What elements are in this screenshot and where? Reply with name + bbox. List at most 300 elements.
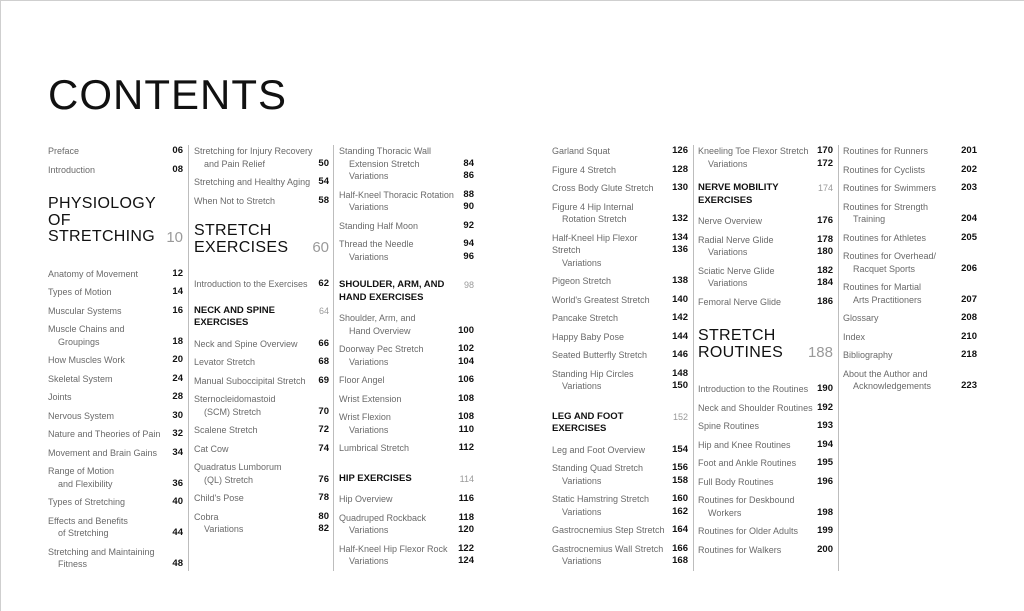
- entry-title: [339, 493, 397, 506]
- entry-title-line: Routines for Martial: [843, 282, 922, 292]
- section-heading: [698, 328, 833, 361]
- toc-entry: [339, 374, 474, 387]
- entry-page: [318, 443, 329, 456]
- page-number-2: 90: [463, 201, 474, 212]
- toc-entry: [339, 312, 474, 337]
- toc-column-3: [339, 145, 474, 574]
- entry-title-line-2: Variations: [562, 381, 602, 391]
- page-number-2: 158: [672, 474, 688, 486]
- entry-page: [961, 331, 977, 344]
- entry-title-line: Foot and Ankle Routines: [698, 458, 797, 468]
- entry-page: [672, 524, 688, 537]
- toc-entry: [552, 368, 688, 393]
- entry-title: [48, 515, 132, 540]
- entry-title: [48, 447, 161, 460]
- entry-title-line: Skeletal System: [48, 373, 113, 384]
- entry-page: [961, 232, 977, 245]
- entry-title: [194, 356, 259, 369]
- page-number: 138: [672, 275, 688, 286]
- subsection-heading: [194, 305, 329, 330]
- entry-title-line: Pancake Stretch: [552, 313, 619, 323]
- entry-page: [318, 278, 329, 291]
- entry-title: [194, 375, 310, 388]
- entry-title-line: Effects and Benefits: [48, 515, 128, 526]
- entry-page: [817, 383, 833, 396]
- column-divider: [188, 145, 189, 571]
- page-number: 200: [817, 543, 833, 555]
- entry-title-line: Neck and Shoulder Routines: [698, 402, 813, 413]
- entry-title-line: Shoulder, Arm, and: [339, 313, 416, 323]
- page-number-2: 86: [463, 170, 474, 181]
- entry-title: [843, 312, 883, 325]
- entry-page: [458, 343, 474, 368]
- page-number-2: 150: [672, 380, 688, 391]
- toc-entry: [843, 250, 977, 275]
- entry-title-line: Stretching for Injury Recovery: [194, 146, 313, 156]
- page-number: 108: [458, 392, 474, 404]
- toc-column-4: [552, 145, 688, 574]
- entry-title-line-2: Variations: [562, 506, 602, 517]
- toc-entry: [843, 368, 977, 393]
- entry-title: [843, 145, 932, 158]
- toc-entry: [194, 278, 329, 291]
- page-number: 122: [458, 542, 474, 554]
- entry-title: [698, 215, 766, 228]
- page-number: 142: [672, 312, 688, 323]
- entry-page: [672, 462, 688, 487]
- entry-page: [458, 512, 474, 537]
- toc-entry: [194, 375, 329, 388]
- entry-page: [672, 232, 688, 257]
- entry-title-line: Index: [843, 331, 866, 342]
- entry-page: [318, 406, 329, 419]
- page-number: 218: [961, 349, 977, 360]
- entry-title-line-2: Variations: [349, 251, 389, 262]
- entry-title: [698, 476, 778, 489]
- entry-page: [172, 527, 183, 540]
- entry-page: [961, 164, 977, 177]
- toc-entry: [552, 444, 688, 457]
- entry-title-line: Thread the Needle: [339, 239, 414, 249]
- page-number-2: 168: [672, 555, 688, 566]
- subsection-page: 114: [459, 473, 474, 484]
- toc-entry: [339, 238, 474, 263]
- page-number: 194: [817, 438, 833, 450]
- entry-title: [48, 373, 117, 386]
- entry-title-line-2: Fitness: [58, 559, 88, 569]
- page-number: 88: [463, 188, 474, 200]
- entry-title-line: Sciatic Nerve Glide: [698, 265, 775, 276]
- page-number: 193: [817, 420, 833, 431]
- section-page: 10: [166, 228, 183, 246]
- entry-page: [318, 424, 329, 437]
- toc-entry: [552, 164, 688, 177]
- entry-title: [339, 220, 422, 233]
- toc-entry: [552, 145, 688, 158]
- toc-entry: [552, 331, 688, 344]
- page-number: 199: [817, 525, 833, 536]
- toc-entry: [552, 232, 688, 270]
- subsection-heading: [339, 279, 474, 304]
- entry-page: [172, 391, 183, 404]
- page-number: 205: [961, 231, 977, 243]
- entry-title: [339, 374, 389, 387]
- entry-title: [552, 232, 672, 270]
- entry-title: [552, 524, 669, 537]
- toc-entry: [843, 331, 977, 344]
- entry-title: [698, 402, 817, 415]
- entry-title-line-2: Groupings: [58, 336, 100, 347]
- toc-entry: [339, 493, 474, 506]
- section-heading: [194, 223, 329, 256]
- entry-title-line: Cobra: [194, 511, 219, 522]
- toc-entry: [339, 145, 474, 183]
- entry-page: [961, 349, 977, 362]
- toc-entry: [194, 195, 329, 208]
- entry-title: [698, 420, 763, 433]
- entry-page: [672, 331, 688, 344]
- entry-title-line: Wrist Extension: [339, 393, 402, 404]
- page-number: 102: [458, 343, 474, 354]
- entry-title-line: Preface: [48, 146, 80, 156]
- subsection-heading: [552, 411, 688, 436]
- page-number: 94: [463, 238, 474, 249]
- entry-title-line: Introduction: [48, 164, 96, 175]
- entry-title-line: Standing Quad Stretch: [552, 463, 644, 473]
- entry-title: [194, 145, 317, 170]
- subsection-page: 174: [817, 183, 833, 193]
- entry-title: [843, 164, 929, 177]
- entry-title: [339, 343, 428, 368]
- entry-title-line-2: and Flexibility: [58, 478, 113, 489]
- page-number: 72: [318, 424, 329, 435]
- entry-title: [698, 234, 778, 259]
- page-number: 44: [172, 527, 183, 538]
- entry-page: [672, 275, 688, 288]
- entry-page: [459, 493, 474, 506]
- entry-title: [843, 281, 926, 306]
- page-number: 108: [458, 411, 474, 422]
- page-number: 40: [172, 496, 183, 507]
- entry-title-line-2: Rotation Stretch: [562, 214, 627, 224]
- entry-title-line: Types of Stretching: [48, 497, 126, 507]
- page-number-2: 82: [318, 523, 329, 534]
- toc-entry: [698, 476, 833, 489]
- entry-title-line-2: (QL) Stretch: [204, 474, 254, 485]
- entry-page: [463, 220, 474, 233]
- toc-entry: [48, 410, 183, 423]
- page-number: 116: [458, 493, 474, 504]
- page-number: 132: [672, 213, 688, 224]
- entry-title-line-2: Variations: [349, 356, 389, 367]
- toc-entry: [48, 447, 183, 460]
- page-number: 62: [318, 278, 329, 289]
- entry-page: [672, 493, 688, 518]
- page-number-2: 162: [672, 505, 688, 517]
- entry-title-line: Routines for Older Adults: [698, 526, 799, 536]
- entry-title: [843, 182, 940, 195]
- entry-title-line: Seated Butterfly Stretch: [552, 350, 648, 360]
- page-number: 178: [817, 233, 833, 245]
- page-number: 148: [672, 367, 688, 379]
- entry-title: [552, 493, 653, 518]
- entry-title: [552, 368, 638, 393]
- entry-title-line-2: and Pain Relief: [204, 158, 266, 169]
- toc-entry: [48, 428, 183, 441]
- toc-entry: [698, 494, 833, 519]
- entry-title-line: Figure 4 Hip Internal: [552, 201, 634, 212]
- entry-page: [817, 145, 833, 170]
- page-number: 176: [817, 215, 833, 226]
- toc-entry: [552, 493, 688, 518]
- entry-title: [48, 323, 129, 348]
- toc-entry: [48, 305, 183, 318]
- toc-column-6: [843, 145, 977, 399]
- toc-entry: [698, 402, 833, 415]
- entry-title: [552, 462, 647, 487]
- entry-page: [463, 145, 474, 183]
- entry-title-line: Pigeon Stretch: [552, 276, 612, 286]
- entry-page: [172, 354, 183, 367]
- toc-entry: [194, 424, 329, 437]
- page-number: 201: [961, 145, 977, 156]
- entry-title: [339, 238, 418, 263]
- page-number: 32: [172, 428, 183, 439]
- entry-title-line: Half-Kneel Hip Flexor Rock: [339, 543, 448, 554]
- page-number: 28: [172, 391, 183, 402]
- entry-title: [48, 268, 142, 281]
- toc-entry: [48, 164, 183, 177]
- toc-entry: [843, 281, 977, 306]
- entry-title: [48, 428, 164, 441]
- page-number: 74: [318, 442, 329, 454]
- entry-title: [48, 391, 76, 404]
- entry-page: [172, 428, 183, 441]
- toc-entry: [552, 201, 688, 226]
- toc-entry: [194, 443, 329, 456]
- subsection-title: SHOULDER, ARM, AND HAND EXERCISES: [339, 279, 445, 303]
- toc-entry: [48, 373, 183, 386]
- section-title: STRETCH EXERCISES: [194, 222, 289, 256]
- toc-entry: [339, 393, 474, 406]
- toc-entry: [698, 234, 833, 259]
- page-number: 14: [172, 286, 183, 297]
- page-number-2: 180: [817, 246, 833, 257]
- entry-title: [698, 439, 795, 452]
- entry-title-line: Introduction to the Exercises: [194, 279, 308, 289]
- entry-title: [843, 201, 932, 226]
- entry-page: [961, 294, 977, 307]
- entry-page: [817, 457, 833, 470]
- toc-entry: [339, 411, 474, 436]
- entry-page: [817, 525, 833, 538]
- entry-page: [458, 374, 474, 387]
- entry-page: [961, 263, 977, 276]
- entry-page: [172, 145, 183, 158]
- toc-entry: [339, 543, 474, 568]
- entry-title: [552, 349, 651, 362]
- toc-entry: [698, 439, 833, 452]
- entry-title-line: Doorway Pec Stretch: [339, 344, 424, 354]
- toc-entry: [843, 164, 977, 177]
- page-number: 128: [672, 163, 688, 175]
- toc-entry: [552, 524, 688, 537]
- page-number: 68: [318, 356, 329, 367]
- entry-page: [172, 286, 183, 299]
- page-number: 202: [961, 163, 977, 175]
- entry-page: [458, 543, 474, 568]
- entry-title-line-2: Variations: [349, 424, 389, 435]
- entry-page: [172, 558, 183, 571]
- subsection-title: NERVE MOBILITY EXERCISES: [698, 182, 779, 206]
- entry-title-line: Stretching and Healthy Aging: [194, 177, 311, 187]
- page-number-2: 172: [817, 157, 833, 169]
- entry-page: [172, 164, 183, 177]
- entry-page: [318, 195, 329, 208]
- entry-page: [672, 164, 688, 177]
- entry-title-line: Routines for Walkers: [698, 544, 782, 555]
- entry-title-line: Muscular Systems: [48, 305, 122, 316]
- entry-title-line-2: Variations: [708, 158, 748, 169]
- entry-title-line: Movement and Brain Gains: [48, 447, 158, 458]
- entry-page: [318, 511, 329, 536]
- entry-title-line: World's Greatest Stretch: [552, 294, 650, 305]
- page-number: 70: [318, 405, 329, 417]
- entry-title-line: Hip and Knee Routines: [698, 439, 791, 450]
- page-number: 154: [672, 443, 688, 455]
- entry-title: [194, 176, 314, 189]
- subsection-page: 64: [318, 305, 329, 316]
- entry-title-line: Levator Stretch: [194, 357, 256, 367]
- toc-entry: [552, 543, 688, 568]
- entry-title: [48, 496, 129, 509]
- entry-title-line: Static Hamstring Stretch: [552, 494, 650, 504]
- section-title: PHYSIOLOGY OF STRETCHING: [48, 195, 156, 245]
- page-number-2: 136: [672, 244, 688, 255]
- entry-page: [318, 375, 329, 388]
- toc-entry: [194, 492, 329, 505]
- page-number: 18: [172, 335, 183, 347]
- entry-title-line-2: Racquet Sports: [853, 263, 916, 274]
- entry-title: [698, 383, 812, 396]
- entry-title: [698, 265, 779, 290]
- entry-page: [318, 158, 329, 171]
- toc-entry: [48, 546, 183, 571]
- toc-entry: [48, 354, 183, 367]
- page-number: 84: [463, 157, 474, 169]
- entry-title: [339, 512, 430, 537]
- entry-title: [48, 354, 129, 367]
- entry-title: [339, 189, 458, 214]
- entry-title: [48, 305, 126, 318]
- page-number: 48: [172, 558, 183, 569]
- entry-title: [339, 312, 420, 337]
- entry-title-line: Half-Kneel Thoracic Rotation: [339, 189, 454, 200]
- toc-entry: [48, 286, 183, 299]
- entry-page: [961, 380, 977, 393]
- entry-title: [552, 294, 654, 307]
- entry-title: [552, 182, 658, 195]
- entry-page: [817, 439, 833, 452]
- column-divider: [693, 145, 694, 571]
- toc-entry: [339, 343, 474, 368]
- entry-title: [194, 278, 312, 291]
- entry-title-line: Femoral Nerve Glide: [698, 296, 782, 307]
- toc-entry: [843, 349, 977, 362]
- entry-title-line-2: Variations: [349, 202, 389, 212]
- section-title: STRETCH ROUTINES: [698, 327, 784, 361]
- entry-title-line-2: of Stretching: [58, 528, 109, 538]
- entry-title: [194, 461, 286, 486]
- toc-entry: [339, 220, 474, 233]
- entry-title: [552, 201, 638, 226]
- entry-page: [458, 393, 474, 406]
- entry-title-line: Stretching and Maintaining: [48, 546, 155, 557]
- entry-title-line: Floor Angel: [339, 375, 385, 385]
- entry-page: [961, 213, 977, 226]
- toc-entry: [843, 182, 977, 195]
- entry-title-line: Gastrocnemius Step Stretch: [552, 525, 665, 535]
- entry-title-line: Neck and Spine Overview: [194, 338, 298, 349]
- page-number-2: 184: [817, 277, 833, 288]
- entry-title-line: When Not to Stretch: [194, 195, 276, 206]
- toc-entry: [698, 525, 833, 538]
- toc-entry: [194, 176, 329, 189]
- toc-entry: [698, 215, 833, 228]
- page-number: 186: [817, 295, 833, 307]
- toc-entry: [698, 296, 833, 309]
- entry-title-line: About the Author and: [843, 368, 928, 379]
- entry-page: [817, 420, 833, 433]
- toc-entry: [552, 312, 688, 325]
- page-number: 208: [961, 312, 977, 323]
- page-number: 198: [817, 506, 833, 518]
- entry-title-line: Introduction to the Routines: [698, 384, 809, 394]
- page-number: 106: [458, 374, 474, 385]
- entry-title: [194, 195, 279, 208]
- toc-entry: [843, 201, 977, 226]
- page-number: 206: [961, 262, 977, 274]
- entry-title: [339, 411, 395, 436]
- entry-page: [817, 215, 833, 228]
- page-number: 134: [672, 231, 688, 243]
- toc-entry: [843, 232, 977, 245]
- page-number: 69: [318, 374, 329, 386]
- toc-entry: [194, 461, 329, 486]
- entry-title-line: Figure 4 Stretch: [552, 164, 617, 175]
- entry-title: [194, 393, 280, 418]
- entry-page: [318, 338, 329, 351]
- entry-page: [961, 182, 977, 195]
- entry-title-line: Standing Half Moon: [339, 220, 419, 231]
- page-number-2: 110: [458, 423, 474, 435]
- subsection-title: NECK AND SPINE EXERCISES: [194, 304, 275, 328]
- entry-title-line: Range of Motion: [48, 466, 115, 476]
- toc-entry: [698, 383, 833, 396]
- page-number: 118: [458, 511, 474, 523]
- entry-title-line-2: Acknowledgements: [853, 381, 932, 391]
- entry-page: [817, 265, 833, 290]
- entry-title-line: Muscle Chains and: [48, 324, 125, 334]
- toc-column-5: [698, 145, 833, 562]
- entry-title-line-2: Variations: [562, 257, 602, 268]
- column-divider: [838, 145, 839, 571]
- entry-title-line-2: Arts Practitioners: [853, 294, 922, 305]
- page-number: 66: [318, 337, 329, 349]
- subsection-title: LEG AND FOOT EXERCISES: [552, 410, 624, 434]
- toc-entry: [339, 512, 474, 537]
- entry-page: [817, 296, 833, 309]
